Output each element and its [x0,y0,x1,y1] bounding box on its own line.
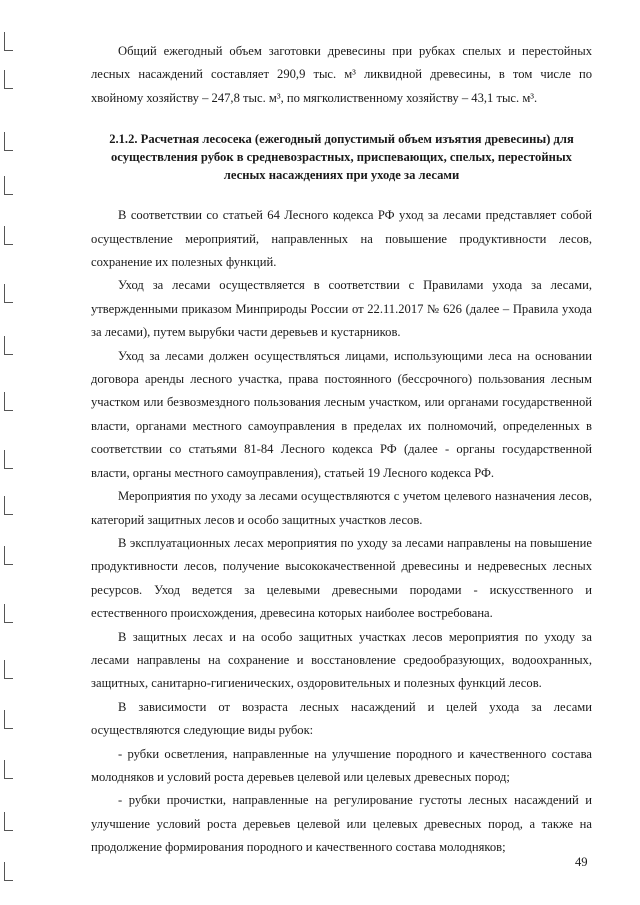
margin-mark [4,32,13,51]
section-heading: 2.1.2. Расчетная лесосека (ежегодный допустимый объем изъятия древесины) для осуществления рубок в средневозрастных, приспевающих, спелых, перестойных лесных насаждениях при уходе за лесами [109,132,574,183]
margin-mark [4,176,13,195]
list-item: - рубки осветления, направленные на улучшение породного и качественного состава молодняков и условий роста деревьев целевой или целевых древесных пород; [91,746,592,784]
list-item: - рубки прочистки, направленные на регулирование густоты лесных насаждений и улучшение условий роста деревьев целевой или целевых древесных пород, а также на продолжение формирования породного и качественного состава молодняков; [91,793,592,855]
body-paragraph: В эксплуатационных лесах мероприятия по уходу за лесами направлены на повышение продуктивности лесов, получение высококачественной древесины и недревесных лесных ресурсов. Уход ведется за целевыми древесными породами - искусственного и естественного происхождения, древесина которых наиболее востребована. [91,535,592,621]
margin-mark [4,496,13,515]
body-paragraph: Мероприятия по уходу за лесами осуществляются с учетом целевого назначения лесов, категорий защитных лесов и особо защитных участков лесов. [91,489,592,527]
margin-mark [4,710,13,729]
binding-margin-marks [0,0,20,905]
page-number: 49 [575,855,588,869]
margin-mark [4,132,13,151]
margin-mark [4,450,13,469]
body-paragraph: В соответствии со статьей 64 Лесного кодекса РФ уход за лесами представляет собой осуществление мероприятий, направленных на повышение продуктивности лесов, сохранение их полезных функций. [91,208,592,270]
margin-mark [4,392,13,411]
margin-mark [4,284,13,303]
margin-mark [4,546,13,565]
margin-mark [4,760,13,779]
margin-mark [4,862,13,881]
body-paragraph: Уход за лесами осуществляется в соответствии с Правилами ухода за лесами, утвержденными приказом Минприроды России от 22.11.2017 № 626 (далее – Правила ухода за лесами), путем вырубки части деревьев и кустарников. [91,278,592,340]
body-paragraph: В зависимости от возраста лесных насаждений и целей ухода за лесами осуществляются следующие виды рубок: [91,699,592,738]
intro-paragraph: Общий ежегодный объем заготовки древесины при рубках спелых и перестойных лесных насаждений составляет 290,9 тыс. м³ ликвидной древесины, в том числе по хвойному хозяйству – 247,8 тыс. м³, по мягколиственному хозяйству – 43,1 тыс. м³. [91,44,592,105]
margin-mark [4,660,13,679]
body-paragraph: Уход за лесами должен осуществляться лицами, использующими леса на основании договора аренды лесного участка, права постоянного (бессрочного) пользования лесным участком или безвозмездного пользования лесным участком, или органами государственной власти, органами местного самоуправления в пределах их полномочий, определенных в соответствии со статьями 81-84 Лесного кодекса РФ (далее - органы государственной власти, органы местного самоуправления), статьей 19 Лесного кодекса РФ. [91,348,592,480]
margin-mark [4,604,13,623]
margin-mark [4,336,13,355]
margin-mark [4,70,13,89]
body-paragraph: В защитных лесах и на особо защитных участках лесов мероприятия по уходу за лесами направлены на сохранение и восстановление средообразующих, водоохранных, защитных, санитарно-гигиенических, оздоровительных и полезных функций лесов. [91,629,592,691]
margin-mark [4,226,13,245]
document-body [91,40,592,860]
margin-mark [4,812,13,831]
